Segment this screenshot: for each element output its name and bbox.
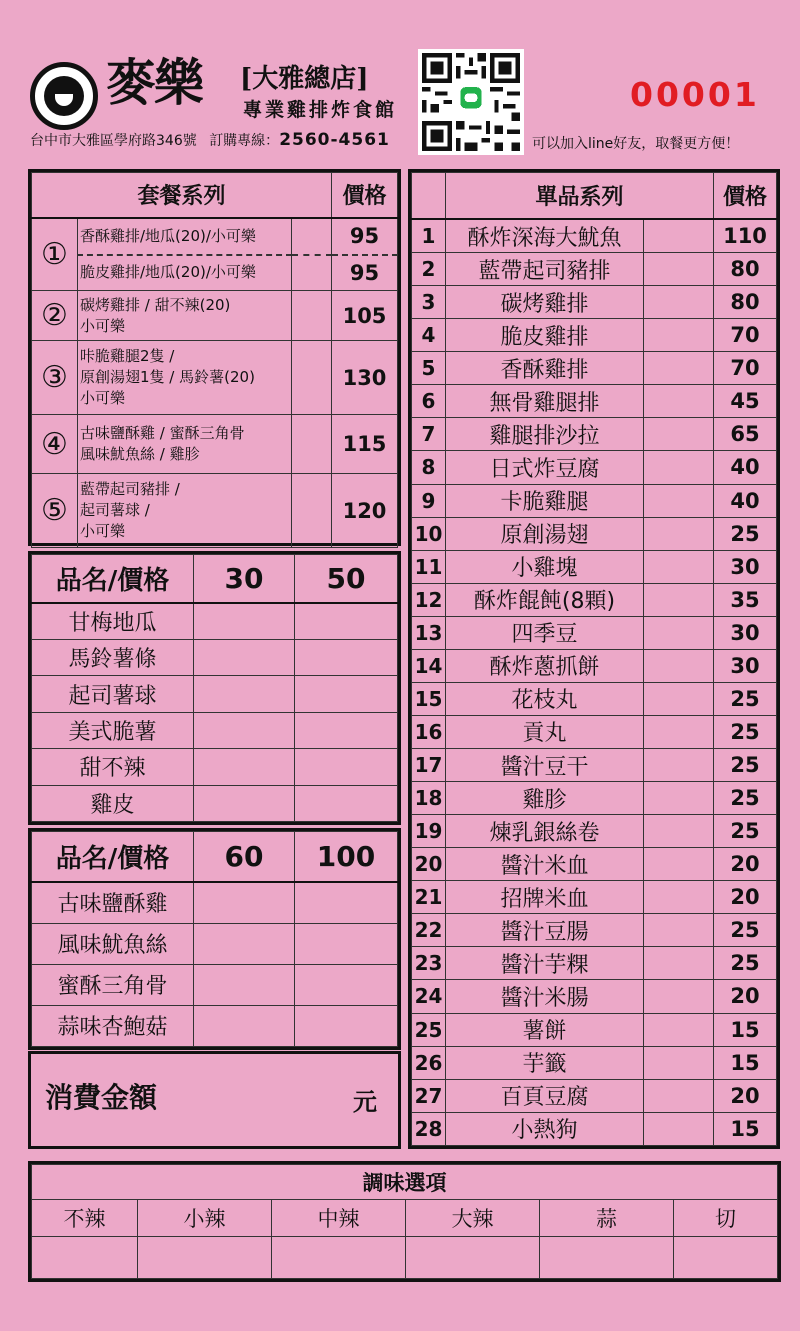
single-item-number: 11 (412, 550, 446, 583)
side-header: 品名/價格 (32, 832, 194, 882)
single-item-price: 20 (714, 881, 777, 914)
single-item-number: 22 (412, 914, 446, 947)
seasoning-table (28, 1161, 781, 1282)
single-item-number: 18 (412, 782, 446, 815)
set-quantity-cell[interactable] (292, 218, 332, 255)
single-item-number: 4 (412, 319, 446, 352)
total-amount-box[interactable] (28, 1051, 401, 1149)
single-item-price: 20 (714, 980, 777, 1013)
single-item-number: 12 (412, 583, 446, 616)
side-quantity-cell[interactable] (194, 639, 295, 675)
side-item-name: 蜜酥三角骨 (32, 964, 194, 1005)
single-quantity-cell[interactable] (644, 1046, 714, 1079)
single-item-price: 80 (714, 286, 777, 319)
single-item-number: 15 (412, 682, 446, 715)
side-header: 品名/價格 (32, 555, 194, 603)
single-item-price: 110 (714, 219, 777, 253)
set-price: 130 (332, 341, 398, 415)
single-item-name: 無骨雞腿排 (446, 385, 644, 418)
single-quantity-cell[interactable] (644, 715, 714, 748)
side-price-b: 50 (295, 555, 398, 603)
single-item-number: 24 (412, 980, 446, 1013)
side-quantity-cell[interactable] (194, 603, 295, 640)
side-item-name: 雞皮 (32, 785, 194, 821)
single-item-price: 25 (714, 815, 777, 848)
single-quantity-cell[interactable] (644, 352, 714, 385)
side-quantity-cell[interactable] (194, 882, 295, 924)
single-item-price: 25 (714, 947, 777, 980)
single-quantity-cell[interactable] (644, 385, 714, 418)
single-quantity-cell[interactable] (644, 484, 714, 517)
side-quantity-cell[interactable] (194, 676, 295, 712)
set-description: 香酥雞排/地瓜(20)/小可樂 (78, 218, 292, 255)
single-item-number: 20 (412, 848, 446, 881)
side-item-name: 美式脆薯 (32, 712, 194, 748)
single-item-name: 原創湯翅 (446, 517, 644, 550)
single-quantity-cell[interactable] (644, 451, 714, 484)
single-item-row (412, 682, 777, 715)
single-item-name: 雞胗 (446, 782, 644, 815)
seasoning-option: 蒜 (540, 1200, 674, 1237)
single-quantity-cell[interactable] (644, 649, 714, 682)
single-item-name: 酥炸深海大魷魚 (446, 219, 644, 253)
single-item-price: 25 (714, 715, 777, 748)
single-item-number: 6 (412, 385, 446, 418)
set-price: 95 (332, 255, 398, 291)
side-items-table-small (28, 551, 401, 825)
single-item-row (412, 517, 777, 550)
single-item-number: 26 (412, 1046, 446, 1079)
seasoning-check-cell[interactable] (674, 1237, 778, 1279)
single-item-price: 40 (714, 484, 777, 517)
total-unit: 元 (353, 1088, 377, 1116)
seasoning-option: 中辣 (272, 1200, 406, 1237)
line-note: 可以加入line好友，取餐更方便！ (532, 136, 740, 152)
single-item-price: 65 (714, 418, 777, 451)
single-quantity-cell[interactable] (644, 253, 714, 286)
side-quantity-cell[interactable] (194, 785, 295, 821)
seasoning-check-cell[interactable] (272, 1237, 406, 1279)
set-price: 120 (332, 474, 398, 548)
single-item-price: 15 (714, 1013, 777, 1046)
set-quantity-cell[interactable] (292, 291, 332, 341)
side-quantity-cell[interactable] (295, 1005, 398, 1046)
single-item-name: 脆皮雞排 (446, 319, 644, 352)
seasoning-option: 切 (674, 1200, 778, 1237)
single-item-price: 25 (714, 782, 777, 815)
single-item-row (412, 749, 777, 782)
side-item-name: 風味魷魚絲 (32, 923, 194, 964)
single-quantity-cell[interactable] (644, 616, 714, 649)
single-items-table (408, 169, 780, 1149)
set-quantity-cell[interactable] (292, 255, 332, 291)
address: 台中市大雅區學府路346號 (30, 133, 197, 149)
single-item-name: 花枝丸 (446, 682, 644, 715)
seasoning-title: 調味選項 (32, 1165, 778, 1200)
single-item-name: 醬汁米血 (446, 848, 644, 881)
side-item-name: 馬鈴薯條 (32, 639, 194, 675)
single-item-name: 煉乳銀絲卷 (446, 815, 644, 848)
side-quantity-cell[interactable] (194, 712, 295, 748)
side-quantity-cell[interactable] (194, 749, 295, 785)
single-item-number: 27 (412, 1079, 446, 1112)
single-item-name: 醬汁豆干 (446, 749, 644, 782)
side-quantity-cell[interactable] (295, 923, 398, 964)
single-item-row (412, 219, 777, 253)
set-price-header: 價格 (332, 173, 398, 218)
single-item-name: 貢丸 (446, 715, 644, 748)
seasoning-check-cell[interactable] (138, 1237, 272, 1279)
single-item-price: 35 (714, 583, 777, 616)
single-item-row (412, 947, 777, 980)
single-price-header: 價格 (714, 173, 777, 220)
single-item-row (412, 1013, 777, 1046)
single-item-name: 雞腿排沙拉 (446, 418, 644, 451)
single-item-name: 小雞塊 (446, 550, 644, 583)
set-quantity-cell[interactable] (292, 415, 332, 474)
single-item-row (412, 980, 777, 1013)
single-item-price: 25 (714, 517, 777, 550)
single-item-name: 香酥雞排 (446, 352, 644, 385)
seasoning-check-cell[interactable] (32, 1237, 138, 1279)
single-quantity-cell[interactable] (644, 848, 714, 881)
single-item-name: 芋籤 (446, 1046, 644, 1079)
set-description: 藍帶起司豬排 / 起司薯球 / 小可樂 (78, 474, 292, 548)
single-item-number: 25 (412, 1013, 446, 1046)
side-items-table-large (28, 828, 401, 1050)
single-item-row (412, 286, 777, 319)
single-quantity-cell[interactable] (644, 286, 714, 319)
logo-icon (30, 62, 98, 130)
single-item-name: 四季豆 (446, 616, 644, 649)
set-number: ② (32, 291, 78, 341)
single-item-price: 70 (714, 352, 777, 385)
single-item-number: 10 (412, 517, 446, 550)
single-item-row (412, 715, 777, 748)
single-item-row (412, 1046, 777, 1079)
side-quantity-cell[interactable] (295, 785, 398, 821)
single-item-row (412, 649, 777, 682)
single-item-name: 薯餅 (446, 1013, 644, 1046)
single-item-row (412, 881, 777, 914)
single-quantity-cell[interactable] (644, 914, 714, 947)
side-quantity-cell[interactable] (295, 882, 398, 924)
set-description: 古味鹽酥雞 / 蜜酥三角骨 風味魷魚絲 / 雞胗 (78, 415, 292, 474)
single-item-row (412, 815, 777, 848)
single-item-number: 7 (412, 418, 446, 451)
single-item-name: 醬汁豆腸 (446, 914, 644, 947)
seasoning-option: 小辣 (138, 1200, 272, 1237)
single-item-number: 17 (412, 749, 446, 782)
single-item-name: 卡脆雞腿 (446, 484, 644, 517)
seasoning-option: 不辣 (32, 1200, 138, 1237)
single-quantity-cell[interactable] (644, 319, 714, 352)
set-number: ④ (32, 415, 78, 474)
single-item-row (412, 385, 777, 418)
single-item-name: 酥炸蔥抓餅 (446, 649, 644, 682)
single-item-number: 19 (412, 815, 446, 848)
single-item-name: 醬汁米腸 (446, 980, 644, 1013)
single-quantity-cell[interactable] (644, 749, 714, 782)
single-item-row (412, 418, 777, 451)
single-item-number: 1 (412, 219, 446, 253)
side-quantity-cell[interactable] (194, 923, 295, 964)
single-quantity-cell[interactable] (644, 219, 714, 253)
single-item-row (412, 319, 777, 352)
set-number: ③ (32, 341, 78, 415)
set-price: 95 (332, 218, 398, 255)
line-qr-code-icon[interactable] (418, 49, 524, 155)
single-item-row (412, 451, 777, 484)
single-item-row (412, 550, 777, 583)
single-item-row (412, 352, 777, 385)
single-quantity-cell[interactable] (644, 517, 714, 550)
set-number: ① (32, 218, 78, 291)
single-item-number: 2 (412, 253, 446, 286)
single-number-header (412, 173, 446, 220)
set-meal-title: 套餐系列 (32, 173, 332, 218)
single-item-row (412, 848, 777, 881)
side-quantity-cell[interactable] (295, 712, 398, 748)
set-quantity-cell[interactable] (292, 341, 332, 415)
single-quantity-cell[interactable] (644, 1013, 714, 1046)
single-item-name: 小熱狗 (446, 1112, 644, 1145)
order-number: 00001 (630, 75, 760, 114)
single-item-row (412, 583, 777, 616)
single-item-number: 14 (412, 649, 446, 682)
branch-name: [大雅總店] (240, 64, 369, 94)
single-item-number: 28 (412, 1112, 446, 1145)
side-item-name: 甜不辣 (32, 749, 194, 785)
side-price-a: 30 (194, 555, 295, 603)
set-description: 碳烤雞排 / 甜不辣(20) 小可樂 (78, 291, 292, 341)
side-item-name: 起司薯球 (32, 676, 194, 712)
side-quantity-cell[interactable] (295, 603, 398, 640)
single-item-name: 招牌米血 (446, 881, 644, 914)
single-item-row (412, 914, 777, 947)
single-item-price: 80 (714, 253, 777, 286)
single-item-row (412, 1079, 777, 1112)
set-meal-table (28, 169, 401, 546)
single-quantity-cell[interactable] (644, 1079, 714, 1112)
single-item-name: 酥炸餛飩(8顆) (446, 583, 644, 616)
single-item-name: 百頁豆腐 (446, 1079, 644, 1112)
single-item-row (412, 782, 777, 815)
single-item-price: 70 (714, 319, 777, 352)
set-number: ⑤ (32, 474, 78, 548)
side-quantity-cell[interactable] (295, 639, 398, 675)
single-item-name: 碳烤雞排 (446, 286, 644, 319)
address-line (30, 132, 390, 149)
brand-name: 麥樂 (106, 53, 202, 112)
single-quantity-cell[interactable] (644, 418, 714, 451)
side-item-name: 古味鹽酥雞 (32, 882, 194, 924)
phone-label: 訂購專線： (209, 133, 280, 149)
single-item-price: 25 (714, 682, 777, 715)
single-quantity-cell[interactable] (644, 980, 714, 1013)
total-label: 消費金額 (45, 1081, 158, 1114)
seasoning-check-cell[interactable] (406, 1237, 540, 1279)
single-item-row (412, 253, 777, 286)
single-item-row (412, 484, 777, 517)
phone-number: 2560-4561 (279, 130, 390, 150)
side-quantity-cell[interactable] (194, 1005, 295, 1046)
single-item-row (412, 1112, 777, 1145)
side-quantity-cell[interactable] (194, 964, 295, 1005)
side-quantity-cell[interactable] (295, 964, 398, 1005)
single-quantity-cell[interactable] (644, 782, 714, 815)
single-item-number: 8 (412, 451, 446, 484)
single-quantity-cell[interactable] (644, 583, 714, 616)
single-item-price: 30 (714, 616, 777, 649)
set-price: 115 (332, 415, 398, 474)
seasoning-check-cell[interactable] (540, 1237, 674, 1279)
single-item-price: 15 (714, 1112, 777, 1145)
side-quantity-cell[interactable] (295, 676, 398, 712)
single-item-number: 3 (412, 286, 446, 319)
single-quantity-cell[interactable] (644, 550, 714, 583)
single-item-price: 20 (714, 1079, 777, 1112)
side-price-a: 60 (194, 832, 295, 882)
set-price: 105 (332, 291, 398, 341)
single-item-name: 日式炸豆腐 (446, 451, 644, 484)
single-item-price: 15 (714, 1046, 777, 1079)
single-quantity-cell[interactable] (644, 682, 714, 715)
single-item-number: 9 (412, 484, 446, 517)
single-item-price: 45 (714, 385, 777, 418)
single-quantity-cell[interactable] (644, 815, 714, 848)
single-item-price: 25 (714, 749, 777, 782)
single-quantity-cell[interactable] (644, 881, 714, 914)
single-item-price: 25 (714, 914, 777, 947)
set-description: 脆皮雞排/地瓜(20)/小可樂 (78, 255, 292, 291)
side-quantity-cell[interactable] (295, 749, 398, 785)
single-item-number: 23 (412, 947, 446, 980)
single-item-number: 16 (412, 715, 446, 748)
single-item-name: 藍帶起司豬排 (446, 253, 644, 286)
side-item-name: 蒜味杏鮑菇 (32, 1005, 194, 1046)
single-item-row (412, 616, 777, 649)
single-item-number: 5 (412, 352, 446, 385)
single-items-title: 單品系列 (446, 173, 714, 220)
set-description: 咔脆雞腿2隻 / 原創湯翅1隻 / 馬鈴薯(20) 小可樂 (78, 341, 292, 415)
single-quantity-cell[interactable] (644, 947, 714, 980)
tagline: 專業雞排炸食館 (243, 99, 398, 121)
seasoning-option: 大辣 (406, 1200, 540, 1237)
set-quantity-cell[interactable] (292, 474, 332, 548)
side-price-b: 100 (295, 832, 398, 882)
single-item-price: 30 (714, 550, 777, 583)
single-item-number: 13 (412, 616, 446, 649)
single-item-number: 21 (412, 881, 446, 914)
single-item-name: 醬汁芋粿 (446, 947, 644, 980)
single-item-price: 20 (714, 848, 777, 881)
single-item-price: 40 (714, 451, 777, 484)
single-quantity-cell[interactable] (644, 1112, 714, 1145)
single-item-price: 30 (714, 649, 777, 682)
side-item-name: 甘梅地瓜 (32, 603, 194, 640)
